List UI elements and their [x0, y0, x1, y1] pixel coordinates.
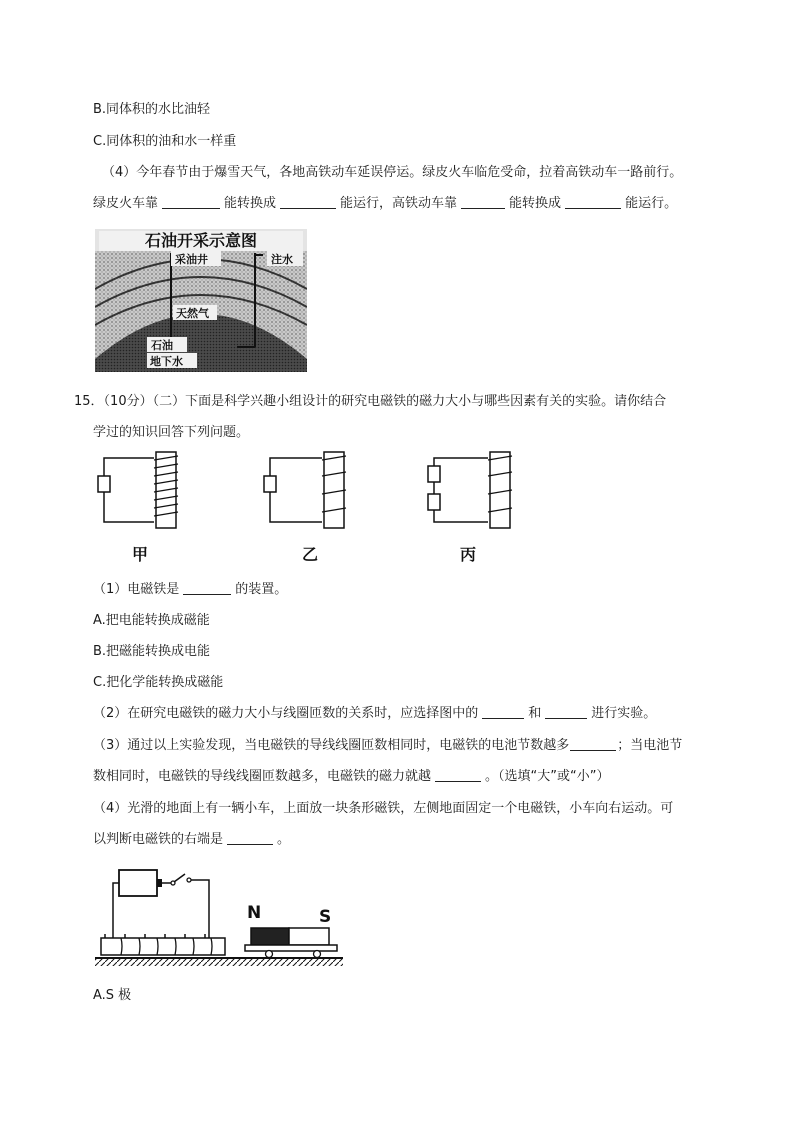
label-oil-well: 采油井 — [175, 253, 208, 266]
magnet-south-label: S — [319, 907, 332, 927]
text-segment: 能运行。 — [625, 196, 678, 211]
text-segment: 以判断电磁铁的右端是 — [93, 832, 224, 847]
q14-part4-line2 — [93, 195, 677, 213]
text-segment: 绿皮火车靠 — [93, 196, 159, 211]
label-yi: 乙 — [301, 545, 319, 564]
label-bing: 丙 — [459, 545, 477, 564]
q14-part4-line1: （4）今年春节由于爆雪天气，各地高铁动车延误停运。绿皮火车临危受命，拉着高铁动车一路前行。 — [102, 165, 683, 180]
text-segment: 能转换成 — [509, 196, 562, 211]
label-groundwater: 地下水 — [150, 355, 183, 368]
answer-option-a: A.S 极 — [93, 988, 132, 1003]
magnet-cart — [245, 928, 337, 958]
text-segment: （1）电磁铁是 — [93, 582, 180, 597]
label-water-injection: 注水 — [271, 253, 293, 266]
answer-blank[interactable] — [280, 195, 336, 209]
q15-part4-line1: （4）光滑的地面上有一辆小车，上面放一块条形磁铁，左侧地面固定一个电磁铁，小车向右运动。可 — [93, 801, 674, 816]
q15-part2 — [93, 705, 656, 723]
text-segment: 。 — [277, 832, 291, 847]
figure-title: 石油开采示意图 — [144, 231, 258, 250]
option-b: B.同体积的水比油轻 — [93, 102, 211, 117]
magnet-cart-figure — [93, 866, 345, 968]
label-jia: 甲 — [131, 545, 149, 564]
answer-blank[interactable] — [162, 195, 220, 209]
answer-blank[interactable] — [545, 705, 587, 719]
q15-part3-line1 — [93, 737, 682, 755]
answer-blank[interactable] — [570, 737, 616, 751]
label-natural-gas: 天然气 — [176, 307, 209, 320]
magnet-north-label: N — [247, 903, 262, 923]
answer-blank[interactable] — [227, 831, 273, 845]
text-segment: 的装置。 — [235, 582, 288, 597]
text-segment: 和 — [528, 706, 542, 721]
text-segment: 进行实验。 — [591, 706, 657, 721]
q15-intro-line1: 15．（10分）（二）下面是科学兴趣小组设计的研究电磁铁的磁力大小与哪些因素有关的实验。请你结合 — [74, 394, 667, 409]
q15-part4-line2 — [93, 831, 290, 849]
answer-blank[interactable] — [435, 768, 481, 782]
option-a: A.把电能转换成磁能 — [93, 613, 210, 628]
q15-intro-line2: 学过的知识回答下列问题。 — [93, 425, 250, 440]
figure-jia — [98, 452, 178, 528]
figure-bing — [428, 452, 512, 528]
text-segment: （3）通过以上实验发现，当电磁铁的导线线圈匝数相同时，电磁铁的电池节数越多 — [93, 738, 570, 753]
electromagnet-figures — [90, 448, 530, 568]
text-segment: 能运行，高铁动车靠 — [340, 196, 458, 211]
answer-blank[interactable] — [482, 705, 524, 719]
oil-extraction-figure — [95, 229, 307, 372]
label-oil: 石油 — [151, 339, 173, 352]
text-segment: 数相同时，电磁铁的导线线圈匝数越多，电磁铁的磁力就越 — [93, 769, 432, 784]
text-segment: 。（选填“大”或“小”） — [485, 769, 610, 784]
option-c: C.同体积的油和水一样重 — [93, 134, 237, 149]
answer-blank[interactable] — [461, 195, 505, 209]
figure-yi — [264, 452, 346, 528]
answer-blank[interactable] — [565, 195, 621, 209]
text-segment: ；当电池节 — [617, 738, 683, 753]
option-b: B.把磁能转换成电能 — [93, 644, 211, 659]
q15-part1 — [93, 581, 287, 599]
q15-part3-line2 — [93, 768, 609, 786]
electromagnet-coil — [101, 934, 225, 955]
answer-blank[interactable] — [183, 581, 231, 595]
battery — [119, 870, 157, 896]
text-segment: 能转换成 — [224, 196, 277, 211]
option-c: C.把化学能转换成磁能 — [93, 675, 224, 690]
text-segment: （2）在研究电磁铁的磁力大小与线圈匝数的关系时，应选择图中的 — [93, 706, 479, 721]
